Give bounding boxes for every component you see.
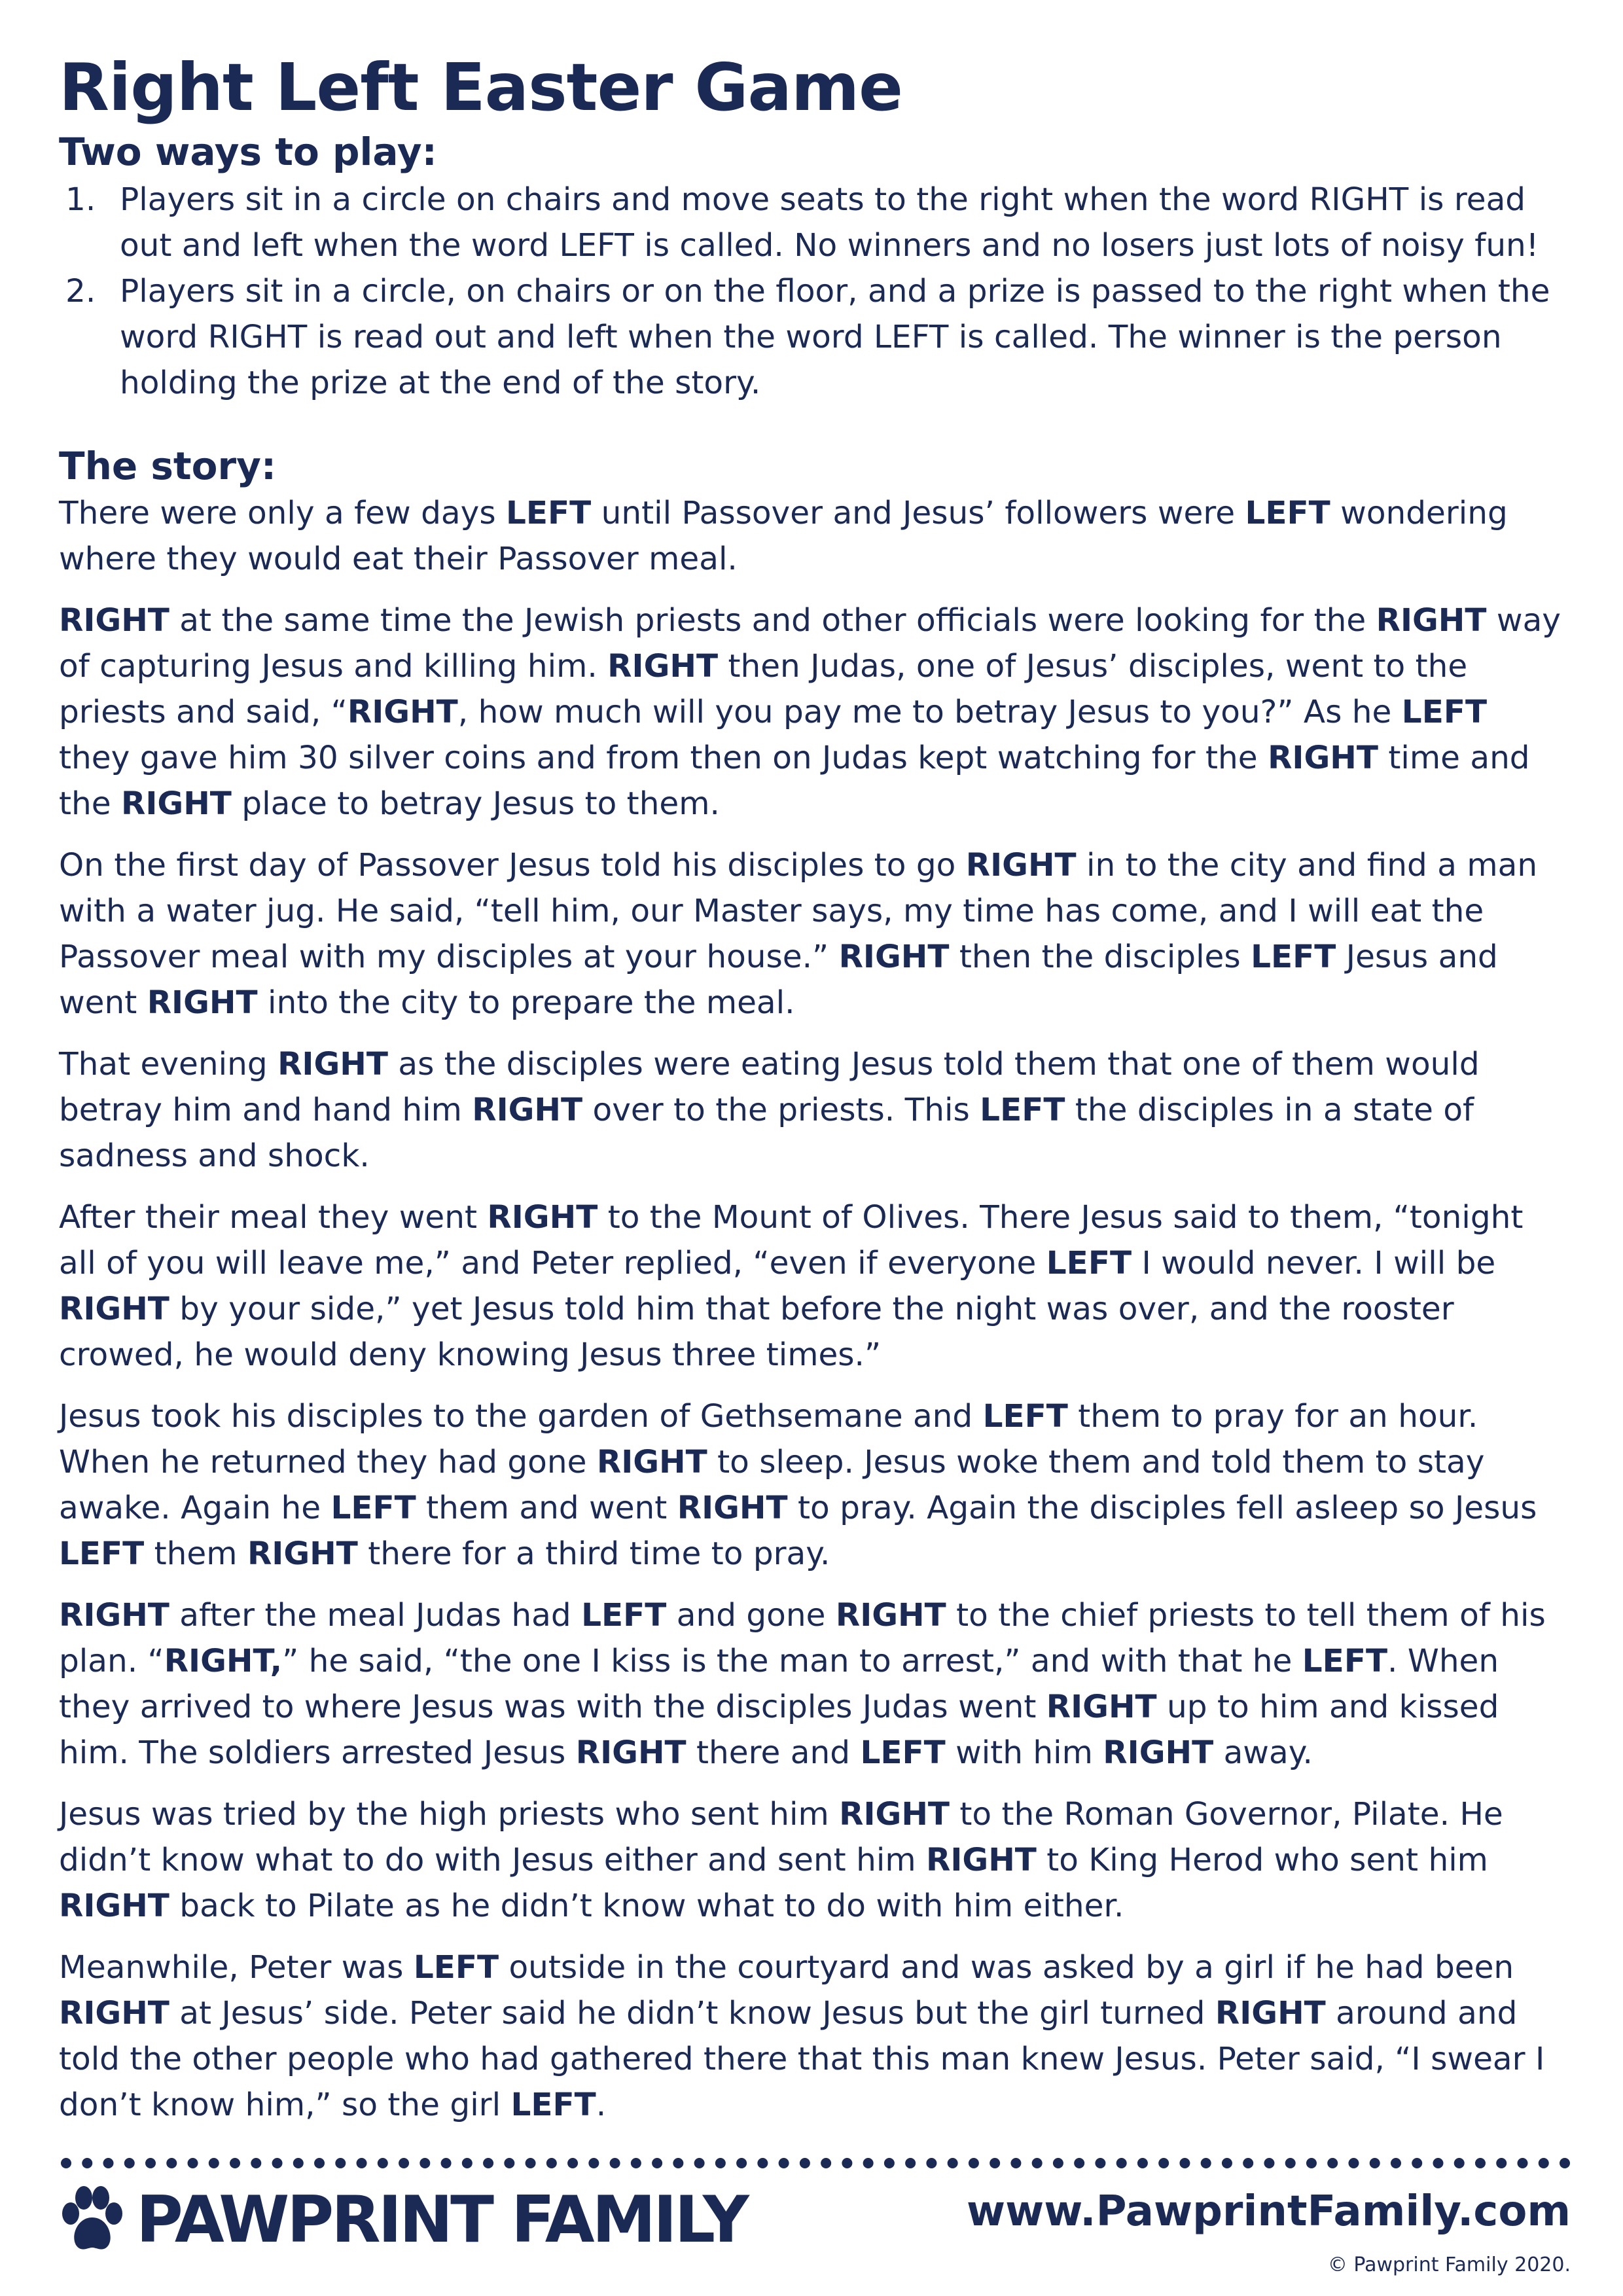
- keyword: RIGHT: [59, 1995, 169, 2032]
- divider-dot: [610, 2158, 620, 2168]
- divider-dot: [588, 2158, 599, 2168]
- ways-list: [59, 177, 1564, 406]
- story-paragraph: There were only a few days LEFT until Passover and Jesus’ followers were LEFT wondering where they would eat their Passover meal.: [59, 495, 1508, 578]
- divider-dot: [736, 2158, 747, 2168]
- keyword: RIGHT: [1215, 1995, 1326, 2032]
- ways-heading: Two ways to play:: [59, 130, 437, 174]
- keyword: RIGHT: [247, 1535, 358, 1573]
- divider-dot: [1053, 2158, 1063, 2168]
- page-title: Right Left Easter Game: [59, 49, 902, 126]
- keyword: RIGHT: [347, 694, 458, 731]
- keyword: LEFT: [413, 1949, 499, 1986]
- divider-dot: [779, 2158, 789, 2168]
- divider-dot: [399, 2158, 409, 2168]
- divider-dot: [905, 2158, 916, 2168]
- list-item: [59, 177, 1564, 268]
- list-item: [59, 268, 1564, 406]
- divider-dot: [378, 2158, 388, 2168]
- divider-dot: [546, 2158, 557, 2168]
- keyword: RIGHT: [1046, 1689, 1157, 1726]
- keyword: LEFT: [581, 1597, 667, 1634]
- divider-dot: [1095, 2158, 1105, 2168]
- story-paragraph: RIGHT at the same time the Jewish priests and other officials were looking for the RIGHT way of capturing Jesus and killing him. RIGHT then Judas, one of Jesus’ disciples, went to the priests and said, “RIGHT, how much will you pay me to betray Jesus to you?” As he LEFT they gave him 30 silver coins and from then on Judas kept watching for the RIGHT time and the RIGHT place to betray Jesus to them.: [59, 602, 1561, 823]
- divider-dot: [103, 2158, 114, 2168]
- divider-dot: [863, 2158, 874, 2168]
- website-link[interactable]: www.PawprintFamily.com: [966, 2187, 1571, 2236]
- divider-dot: [1285, 2158, 1296, 2168]
- divider-dot: [272, 2158, 283, 2168]
- story-paragraph: Meanwhile, Peter was LEFT outside in the courtyard and was asked by a girl if he had been RIGHT at Jesus’ side. Peter said he didn’t know Jesus but the girl turned RIGHT around and told the other people who had gathered there that this man knew Jesus. Peter said, “I swear I don’t know him,” so the girl LEFT.: [59, 1949, 1545, 2124]
- keyword: RIGHT: [596, 1444, 707, 1481]
- divider-dot: [441, 2158, 452, 2168]
- divider-dot: [1433, 2158, 1443, 2168]
- divider-dot: [419, 2158, 430, 2168]
- keyword: RIGHT: [838, 939, 950, 976]
- divider-dot: [335, 2158, 346, 2168]
- footer-logo: [58, 2185, 747, 2255]
- keyword: LEFT: [1302, 1643, 1388, 1680]
- keyword: LEFT: [1401, 694, 1488, 731]
- divider-dot: [715, 2158, 726, 2168]
- keyword: LEFT: [980, 1092, 1065, 1129]
- keyword: RIGHT: [677, 1490, 788, 1527]
- divider-dot: [694, 2158, 705, 2168]
- keyword: RIGHT: [59, 602, 169, 639]
- list-item-number: 2.: [65, 272, 96, 310]
- story-paragraph: RIGHT after the meal Judas had LEFT and gone RIGHT to the chief priests to tell them of his plan. “RIGHT,” he said, “the one I kiss is the man to arrest,” and with that he LEFT. When they arrived to where Jesus was with the disciples Judas went RIGHT up to him and kissed him. The soldiers arrested Jesus RIGHT there and LEFT with him RIGHT away.: [59, 1597, 1546, 1772]
- keyword: LEFT: [506, 495, 592, 532]
- divider-dot: [61, 2158, 71, 2168]
- keyword: LEFT: [982, 1398, 1068, 1435]
- keyword: RIGHT: [1103, 1734, 1214, 1772]
- story-paragraph: Jesus took his disciples to the garden of Gethsemane and LEFT them to pray for an hour. When he returned they had gone RIGHT to sleep. Jesus woke them and told them to stay awake. Again he LEFT them and went RIGHT to pray. Again the disciples fell asleep so Jesus LEFT them RIGHT there for a third time to pray.: [59, 1398, 1537, 1573]
- keyword: RIGHT: [839, 1796, 950, 1833]
- divider-dot: [1391, 2158, 1401, 2168]
- divider-dot: [145, 2158, 156, 2168]
- content-area: [59, 51, 1564, 2144]
- divider-dot: [926, 2158, 936, 2168]
- divider-dot: [314, 2158, 325, 2168]
- divider-dot: [884, 2158, 895, 2168]
- divider-dot: [526, 2158, 536, 2168]
- list-item-text: Players sit in a circle, on chairs or on the floor, and a prize is passed to the right when the word RIGHT is read out and left when the word LEFT is called. The winner is the person holding the prize at the end of the story.: [120, 272, 1550, 401]
- dotted-divider: [60, 2157, 1571, 2169]
- divider-dot: [357, 2158, 367, 2168]
- keyword: RIGHT: [472, 1092, 583, 1129]
- story-paragraph: On the first day of Passover Jesus told his disciples to go RIGHT in to the city and find a man with a water jug. He said, “tell him, our Master says, my time has come, and I will eat the Passover meal with my disciples at your house.” RIGHT then the disciples LEFT Jesus and went RIGHT into the city to prepare the meal.: [59, 847, 1538, 1022]
- divider-dot: [230, 2158, 240, 2168]
- keyword: LEFT: [59, 1535, 145, 1573]
- keyword: RIGHT: [835, 1597, 946, 1634]
- divider-dot: [1243, 2158, 1253, 2168]
- divider-dot: [1074, 2158, 1084, 2168]
- divider-dot: [1032, 2158, 1043, 2168]
- divider-dot: [567, 2158, 578, 2168]
- keyword: RIGHT,: [164, 1643, 283, 1680]
- keyword: RIGHT: [487, 1199, 598, 1236]
- story-body: [59, 490, 1564, 2128]
- keyword: RIGHT: [59, 1888, 169, 1925]
- copyright-text: © Pawprint Family 2020.: [1327, 2253, 1571, 2276]
- keyword: RIGHT: [1376, 602, 1487, 639]
- divider-dot: [990, 2158, 1000, 2168]
- keyword: LEFT: [1046, 1245, 1132, 1282]
- divider-dot: [652, 2158, 662, 2168]
- divider-dot: [483, 2158, 493, 2168]
- divider-dot: [1539, 2158, 1549, 2168]
- keyword: RIGHT: [575, 1734, 687, 1772]
- keyword: LEFT: [510, 2087, 596, 2124]
- divider-dot: [1517, 2158, 1527, 2168]
- keyword: RIGHT: [147, 984, 258, 1022]
- list-item-number: 1.: [65, 181, 96, 218]
- divider-dot: [166, 2158, 177, 2168]
- divider-dot: [462, 2158, 473, 2168]
- divider-dot: [800, 2158, 810, 2168]
- divider-dot: [124, 2158, 135, 2168]
- keyword: LEFT: [330, 1490, 416, 1527]
- divider-dot: [842, 2158, 852, 2168]
- divider-dot: [1158, 2158, 1169, 2168]
- divider-dot: [504, 2158, 514, 2168]
- divider-dot: [209, 2158, 219, 2168]
- keyword: RIGHT: [926, 1842, 1037, 1879]
- keyword: LEFT: [1251, 939, 1336, 976]
- divider-dot: [821, 2158, 831, 2168]
- keyword: RIGHT: [1268, 740, 1378, 777]
- divider-dot: [969, 2158, 979, 2168]
- keyword: LEFT: [860, 1734, 946, 1772]
- keyword: RIGHT: [59, 1597, 169, 1634]
- divider-dot: [673, 2158, 683, 2168]
- divider-dot: [251, 2158, 261, 2168]
- story-paragraph: That evening RIGHT as the disciples were eating Jesus told them that one of them would betray him and hand him RIGHT over to the priests. This LEFT the disciples in a state of sadness and shock.: [59, 1046, 1480, 1175]
- list-item-text: Players sit in a circle on chairs and move seats to the right when the word RIGHT is read out and left when the word LEFT is called. No winners and no losers just lots of noisy fun!: [120, 181, 1539, 264]
- story-heading: The story:: [59, 443, 277, 488]
- divider-dot: [1179, 2158, 1190, 2168]
- keyword: RIGHT: [965, 847, 1077, 884]
- divider-dot: [1454, 2158, 1465, 2168]
- divider-dot: [1264, 2158, 1274, 2168]
- divider-dot: [1222, 2158, 1232, 2168]
- divider-dot: [757, 2158, 768, 2168]
- story-paragraph: After their meal they went RIGHT to the Mount of Olives. There Jesus said to them, “tonight all of you will leave me,” and Peter replied, “even if everyone LEFT I would never. I will be RIGHT by your side,” yet Jesus told him that before the night was over, and the rooster crowed, he would deny knowing Jesus three times.”: [59, 1199, 1524, 1374]
- divider-dot: [948, 2158, 958, 2168]
- story-paragraph: Jesus was tried by the high priests who sent him RIGHT to the Roman Governor, Pilate. He didn’t know what to do with Jesus either and sent him RIGHT to King Herod who sent him RIGHT back to Pilate as he didn’t know what to do with him either.: [59, 1796, 1503, 1925]
- divider-dot: [1201, 2158, 1211, 2168]
- divider-dot: [1348, 2158, 1359, 2168]
- divider-dot: [1116, 2158, 1127, 2168]
- divider-dot: [188, 2158, 198, 2168]
- divider-dot: [631, 2158, 641, 2168]
- divider-dot: [1327, 2158, 1338, 2168]
- divider-dot: [82, 2158, 92, 2168]
- keyword: RIGHT: [277, 1046, 388, 1083]
- pawprint-icon: [58, 2185, 127, 2255]
- divider-dot: [1306, 2158, 1317, 2168]
- divider-dot: [1475, 2158, 1486, 2168]
- keyword: RIGHT: [607, 648, 719, 685]
- divider-dot: [1496, 2158, 1507, 2168]
- divider-dot: [1560, 2158, 1570, 2168]
- divider-dot: [293, 2158, 304, 2168]
- keyword: RIGHT: [121, 785, 232, 823]
- divider-dot: [1010, 2158, 1021, 2168]
- brand-name: PAWPRINT FAMILY: [136, 2183, 747, 2257]
- keyword: LEFT: [1245, 495, 1330, 532]
- divider-dot: [1370, 2158, 1380, 2168]
- divider-dot: [1412, 2158, 1422, 2168]
- keyword: RIGHT: [59, 1291, 169, 1328]
- divider-dot: [1137, 2158, 1148, 2168]
